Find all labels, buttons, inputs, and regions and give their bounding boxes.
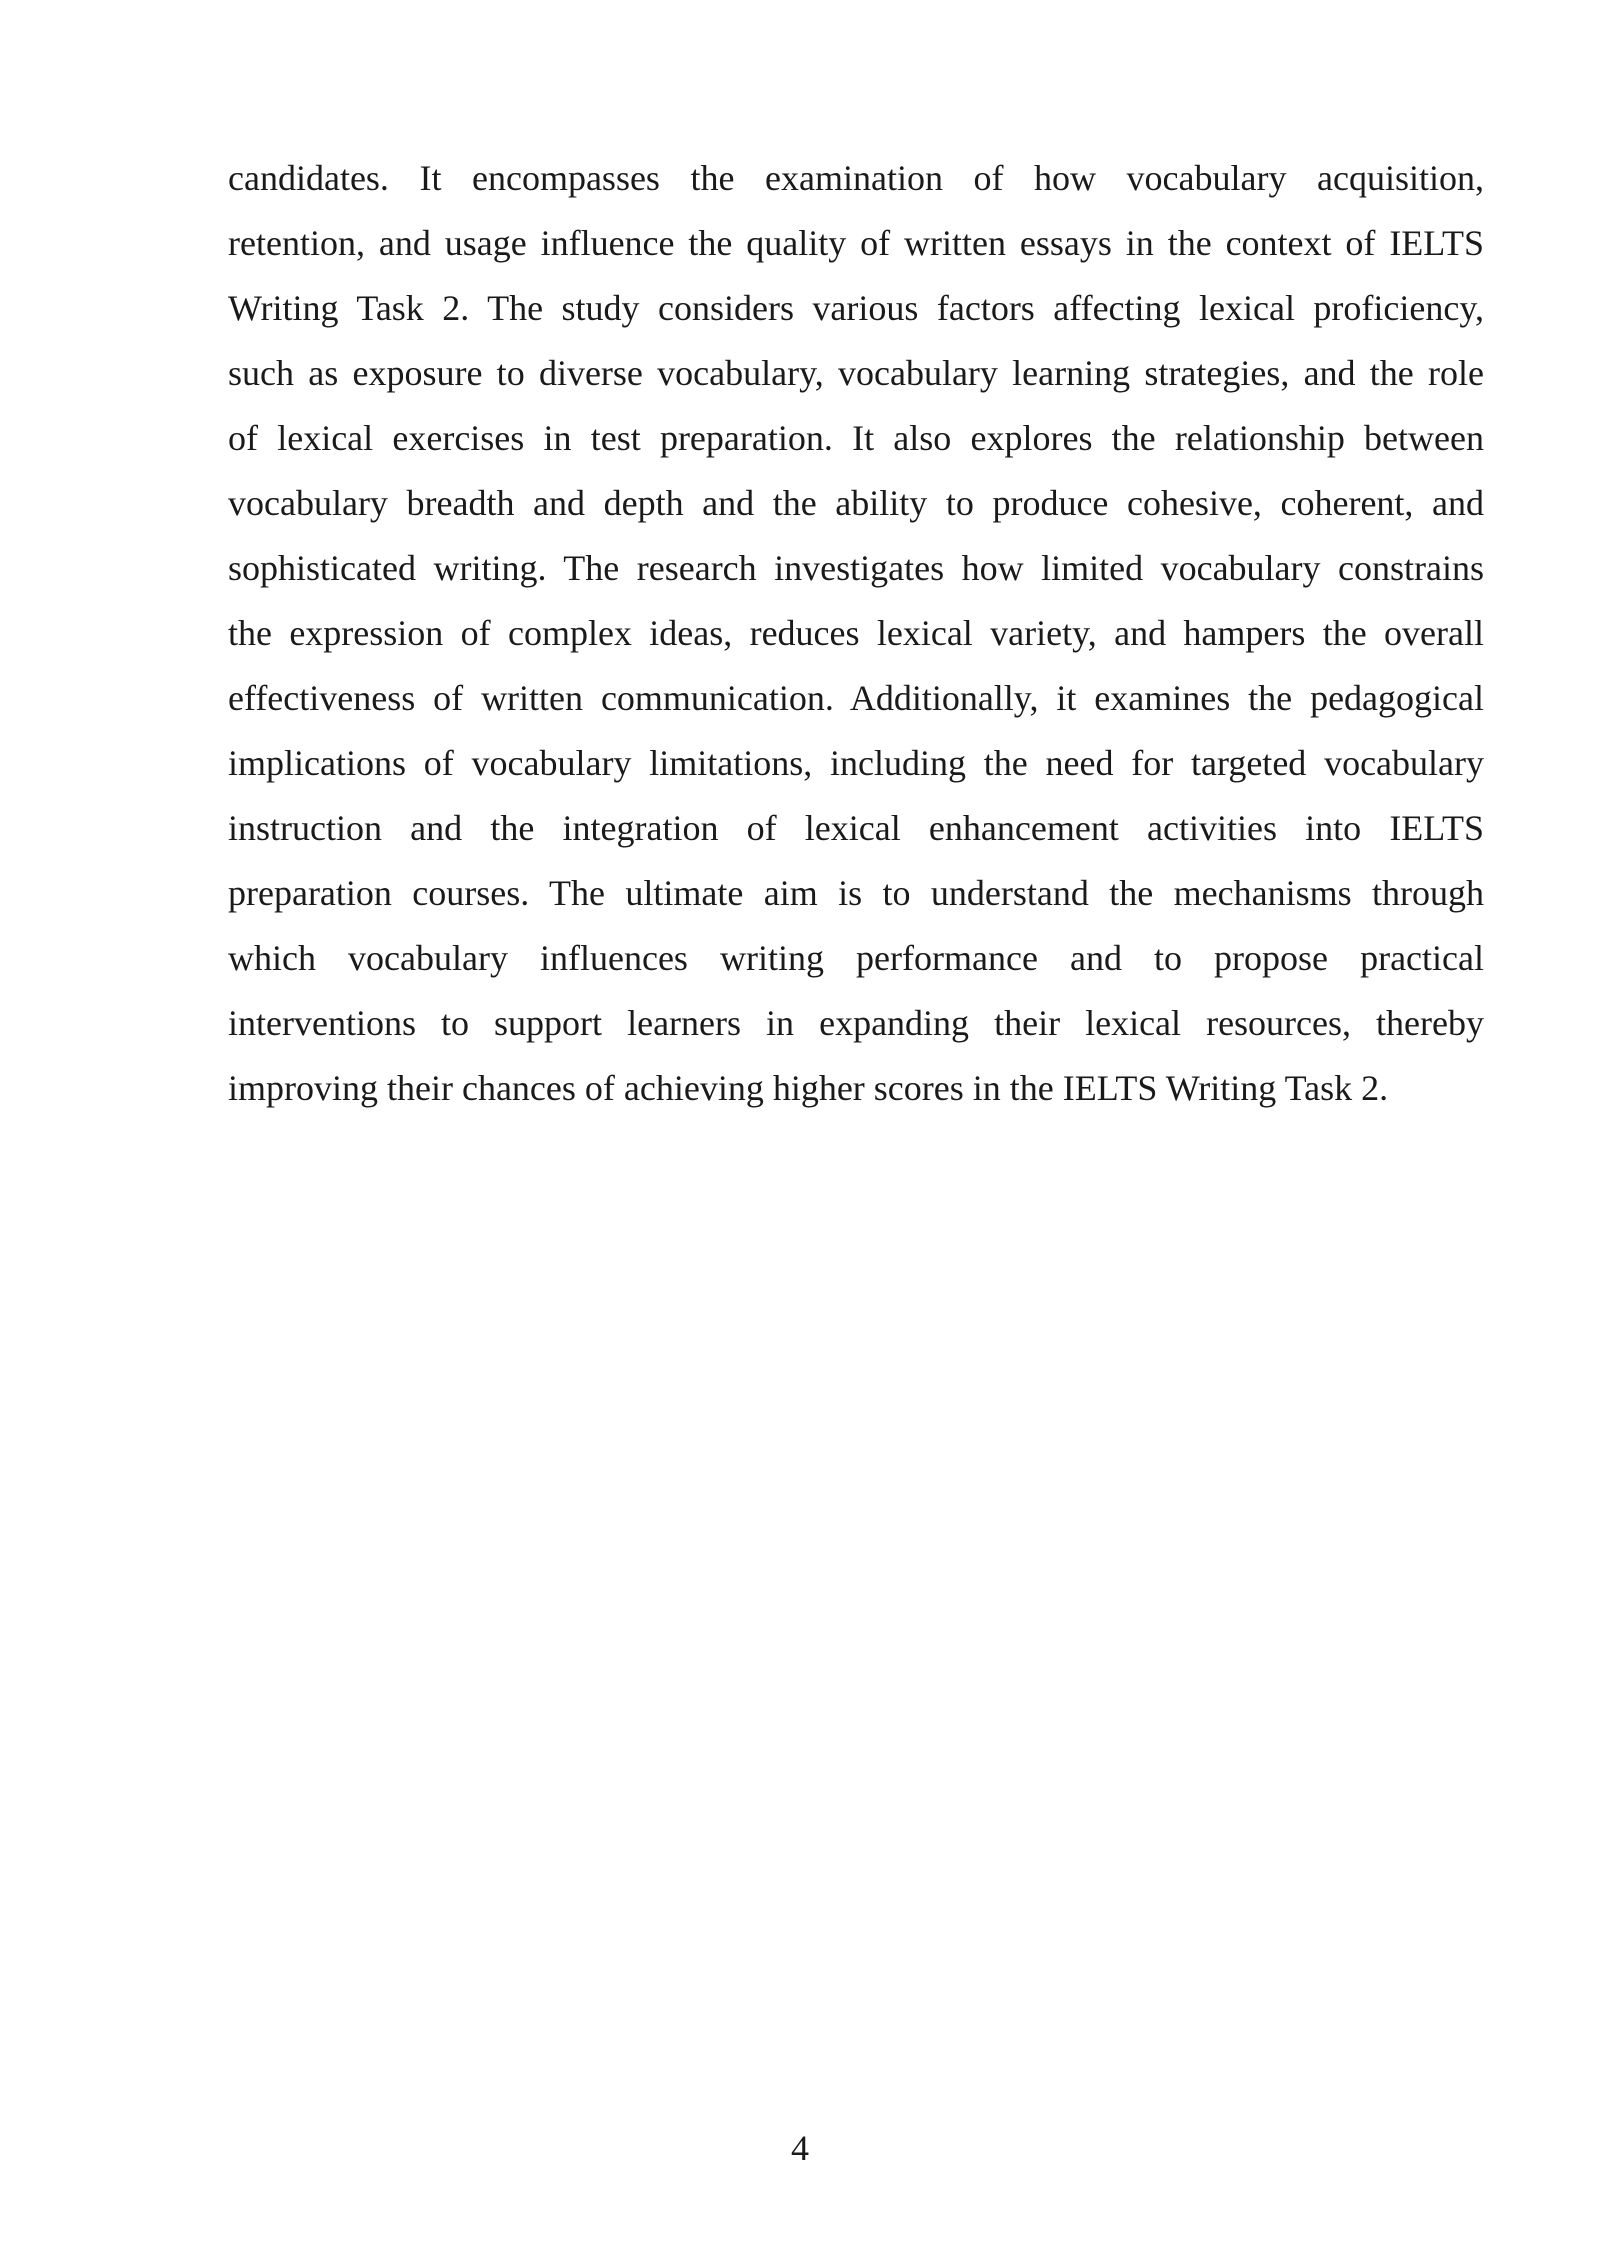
paragraph-line: implications of vocabulary limitations, including the need for targeted vocabulary (228, 743, 1484, 783)
paragraph-line: interventions to support learners in expanding their lexical resources, thereby (228, 1003, 1484, 1043)
page-number: 4 (791, 2128, 809, 2168)
paragraph-line: candidates. It encompasses the examination of how vocabulary acquisition, (228, 158, 1484, 198)
paragraph-line: vocabulary breadth and depth and the ability to produce cohesive, coherent, and (228, 483, 1484, 523)
paragraph-line: instruction and the integration of lexical enhancement activities into IELTS (228, 808, 1484, 848)
paragraph-line: such as exposure to diverse vocabulary, vocabulary learning strategies, and the role (228, 353, 1484, 393)
paragraph-line: sophisticated writing. The research investigates how limited vocabulary constrains (228, 548, 1484, 588)
paragraph-line: Writing Task 2. The study considers various factors affecting lexical proficiency, (228, 288, 1484, 328)
paragraph-line: effectiveness of written communication. Additionally, it examines the pedagogical (228, 678, 1484, 718)
paragraph-line: retention, and usage influence the quality of written essays in the context of IELTS (228, 223, 1484, 263)
paragraph-line: which vocabulary influences writing performance and to propose practical (228, 938, 1484, 978)
body-paragraph (228, 146, 1484, 1121)
paragraph-line-last: improving their chances of achieving higher scores in the IELTS Writing Task 2. (228, 1068, 1389, 1108)
paragraph-line: the expression of complex ideas, reduces lexical variety, and hampers the overall (228, 613, 1484, 653)
paragraph-line: of lexical exercises in test preparation. It also explores the relationship between (228, 418, 1484, 458)
paragraph-line: preparation courses. The ultimate aim is to understand the mechanisms through (228, 873, 1484, 913)
